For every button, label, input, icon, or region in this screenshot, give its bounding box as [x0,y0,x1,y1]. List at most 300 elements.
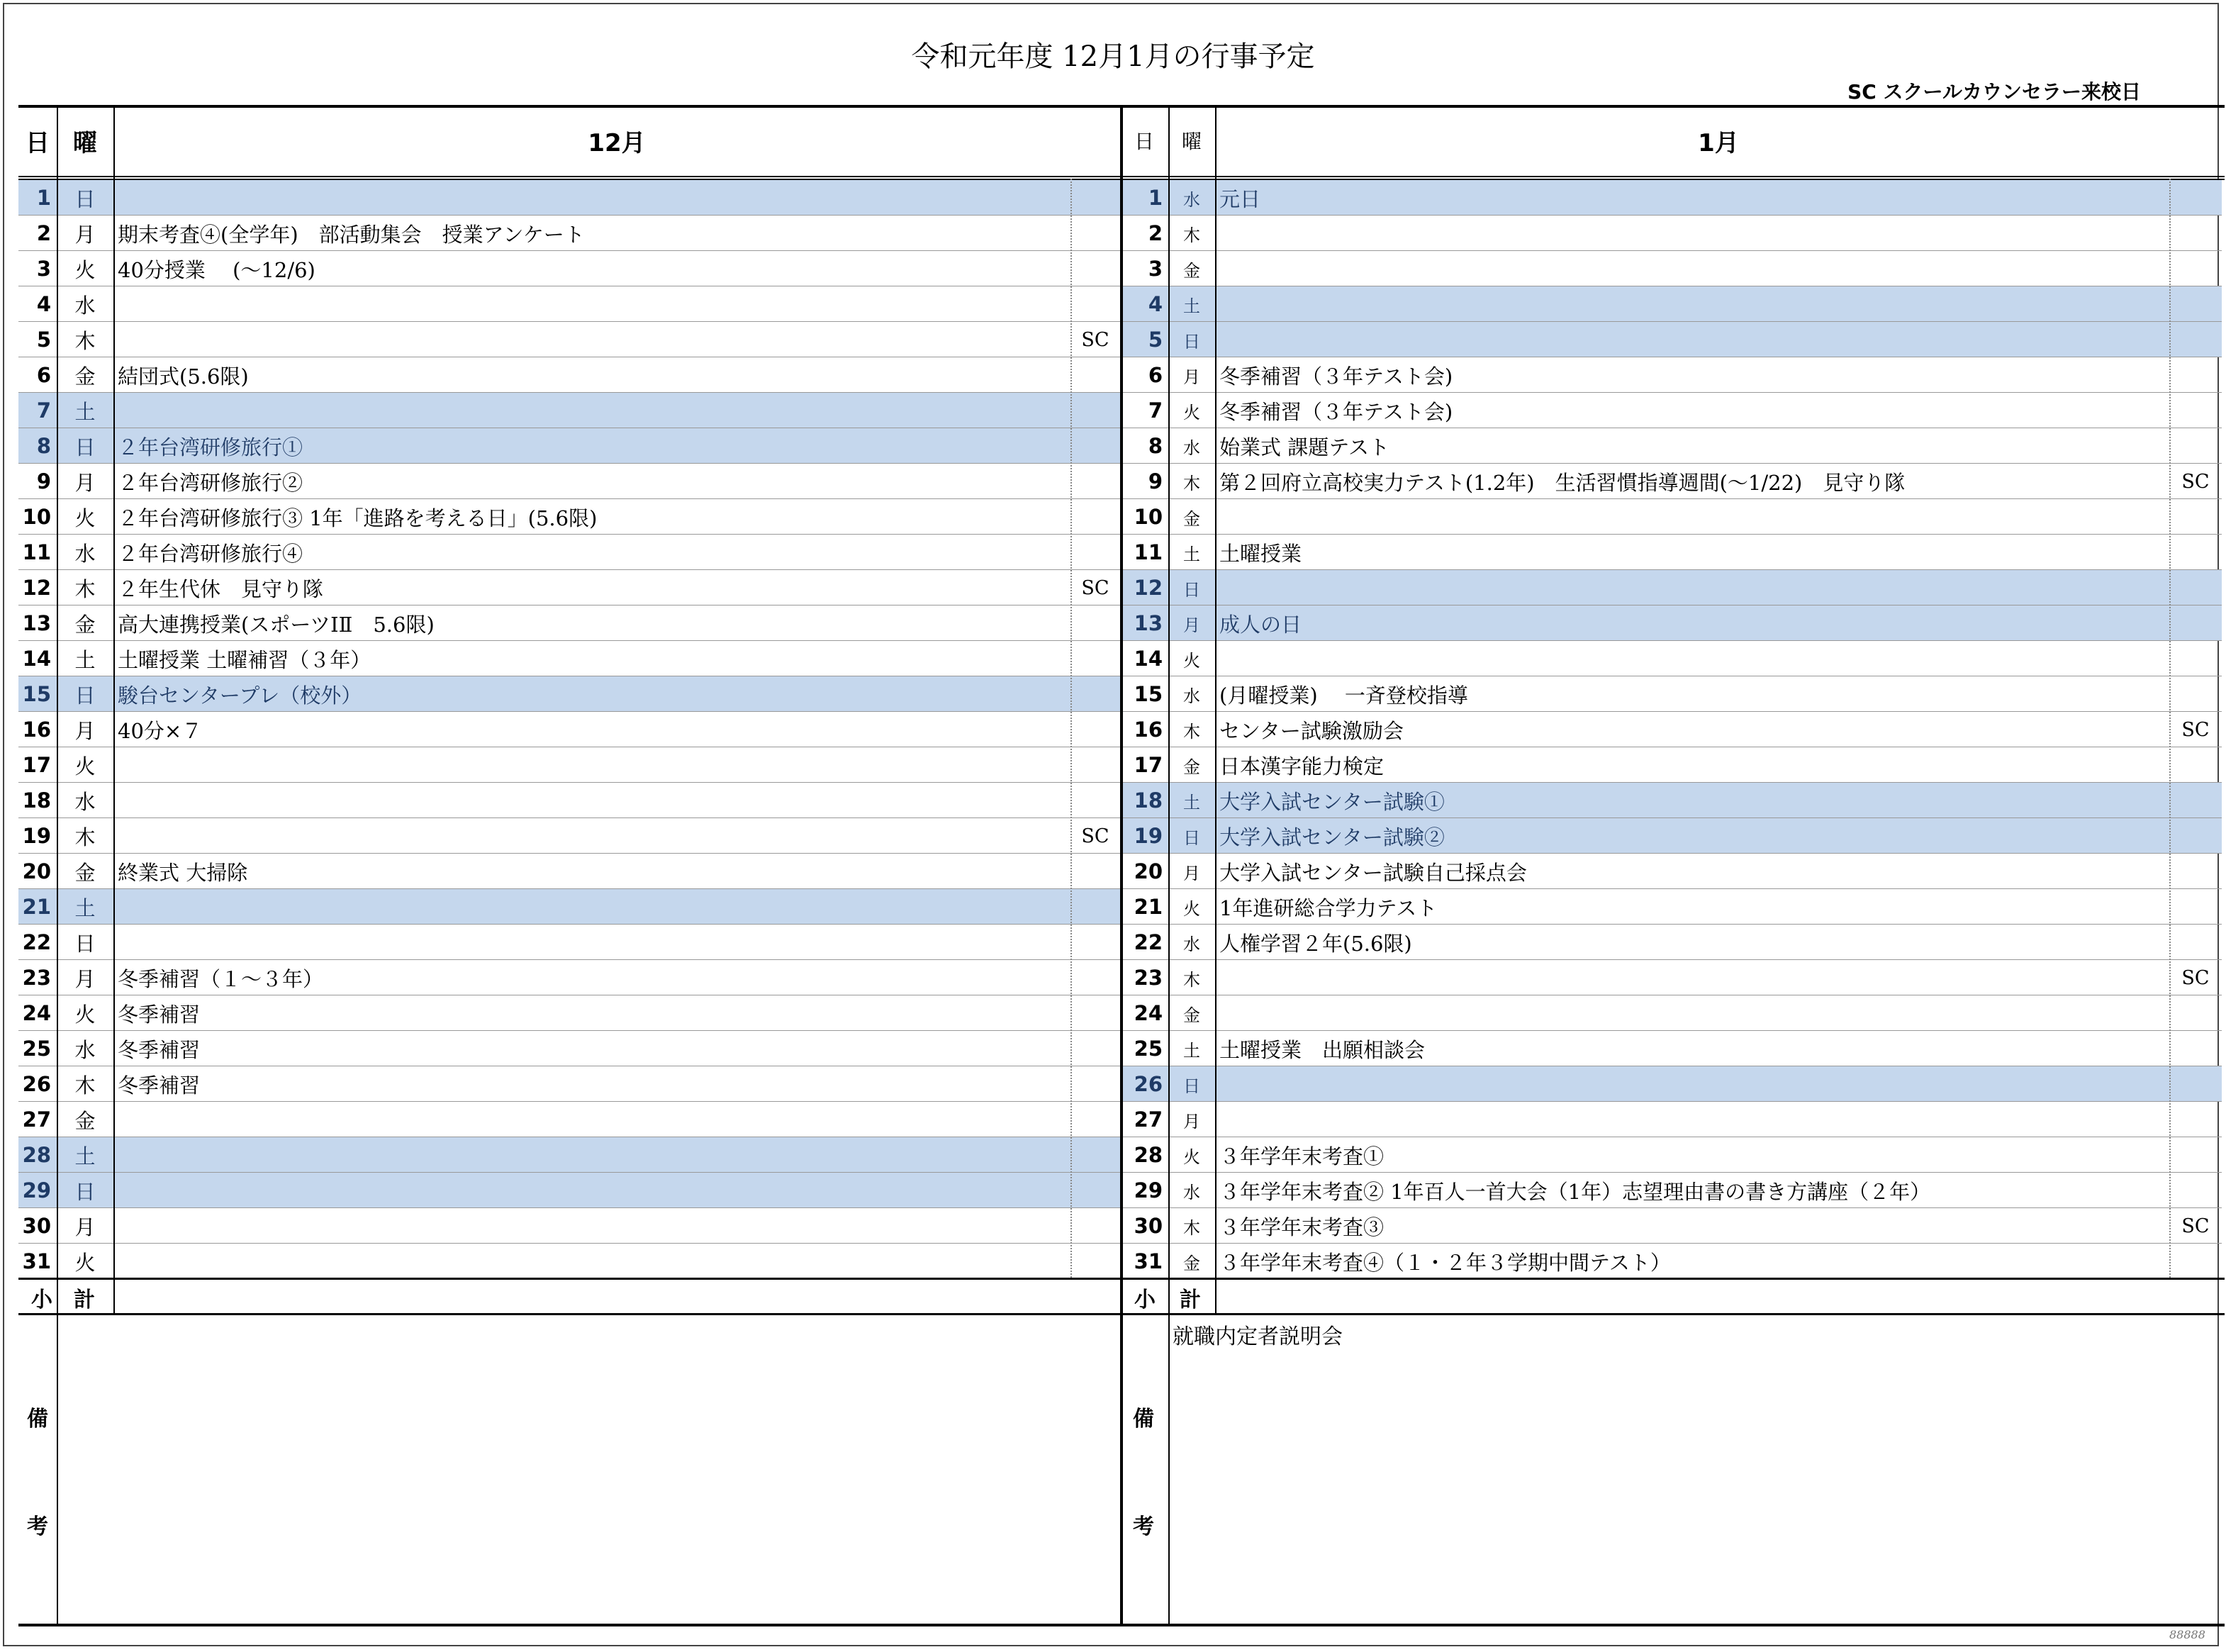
day-number: 15 [22,682,51,706]
day-number: 18 [1134,788,1163,813]
day-number: 5 [36,328,51,352]
sc-mark [1070,1208,1120,1244]
event-text: 冬季補習 [118,1002,201,1027]
sc-mark [2169,783,2222,818]
sc-mark: SC [1081,328,1109,351]
weekday: 水 [1183,437,1200,458]
event-text: 40分授業 (～12/6) [118,257,315,282]
event-text [113,889,1075,925]
right-row [1120,747,2222,783]
weekday: 水 [1183,189,1200,210]
weekday: 金 [1183,1253,1200,1273]
left-row [18,251,1120,286]
left-row [18,499,1120,535]
left-row [18,1066,1120,1102]
day-number: 10 [22,505,51,529]
event-text: ３年学年末考査① [1219,1144,1385,1168]
weekday: 火 [74,506,96,530]
right-row [1120,1244,2222,1279]
right-row [1120,216,2222,251]
day-number: 7 [1148,398,1163,423]
left-row [18,995,1120,1031]
event-text: ２年台湾研修旅行③ 1年「進路を考える日」(5.6限) [118,506,598,530]
weekday: 金 [74,364,96,389]
weekday: 月 [74,222,96,247]
day-number: 20 [22,859,51,883]
sc-mark [1070,1066,1120,1102]
weekday: 金 [74,612,96,637]
left-row [18,570,1120,605]
weekday: 土 [74,895,96,920]
sc-mark [1070,216,1120,251]
day-number: 12 [22,576,51,600]
day-number: 8 [1148,434,1163,458]
sc-mark: SC [1081,576,1109,599]
sc-mark [1070,605,1120,641]
event-text [113,1244,1075,1279]
event-text: 人権学習２年(5.6限) [1219,931,1412,956]
grid-v-right-sc [2169,179,2171,1278]
sc-mark [1070,889,1120,925]
day-number: 21 [22,895,51,919]
left-remarks-label-b: 考 [27,1514,48,1539]
event-text [1215,960,2174,995]
sc-mark: SC [2181,470,2210,493]
event-text: 成人の日 [1219,612,1302,637]
day-number: 6 [36,363,51,387]
weekday: 日 [74,435,96,459]
left-row [18,322,1120,357]
weekday: 金 [1183,757,1200,777]
right-header-month: 1月 [1698,128,1739,157]
weekday: 土 [1183,792,1200,813]
day-number: 27 [1134,1107,1163,1132]
event-text [1215,322,2174,357]
event-text [1215,251,2174,286]
event-text [113,818,1075,854]
right-row [1120,889,2222,925]
sc-mark [2169,1173,2222,1208]
right-subtotal-label-b: 計 [1180,1288,1201,1312]
sc-mark [2169,393,2222,428]
event-text [113,1173,1075,1208]
weekday: 水 [74,1037,96,1062]
weekday: 日 [74,683,96,708]
event-text [113,1208,1075,1244]
right-row [1120,535,2222,570]
day-number: 1 [36,186,51,210]
sc-mark [2169,676,2222,712]
left-row [18,1173,1120,1208]
sc-mark [2169,1244,2222,1279]
day-number: 8 [36,434,51,458]
weekday: 木 [1183,969,1200,990]
right-row [1120,818,2222,854]
sc-mark [2169,1102,2222,1137]
day-number: 15 [1134,682,1163,706]
weekday: 月 [1183,863,1200,883]
left-row [18,428,1120,464]
day-number: 6 [1148,363,1163,387]
weekday: 月 [1183,367,1200,387]
sc-legend: SC スクールカウンセラー来校日 [1847,80,2141,104]
event-text: 冬季補習（１～３年） [118,966,324,991]
event-text: 駿台センタープレ（校外） [118,683,362,708]
event-text: 日本漢字能力検定 [1219,754,1385,778]
sc-mark [1070,641,1120,676]
weekday: 金 [74,860,96,885]
day-number: 29 [22,1178,51,1202]
sc-mark [1070,357,1120,393]
event-text: 土曜授業 出願相談会 [1219,1037,1426,1062]
weekday: 土 [1183,544,1200,564]
event-text: ３年学年末考査② 1年百人一首大会（1年）志望理由書の書き方講座（２年） [1219,1179,1931,1204]
event-text: 冬季補習 [118,1037,201,1062]
event-text [113,925,1075,960]
sc-mark [2169,357,2222,393]
event-text: 冬季補習 [118,1073,201,1098]
weekday: 土 [74,1144,96,1168]
weekday: 火 [1183,1146,1200,1167]
right-row [1120,251,2222,286]
left-row [18,676,1120,712]
grid-v-right-weekday [1215,105,1217,1313]
event-text: 大学入試センター試験① [1219,789,1445,814]
day-number: 28 [1134,1143,1163,1167]
weekday: 木 [74,1073,96,1098]
left-row [18,641,1120,676]
sc-mark [1070,286,1120,322]
event-text: センター試験激励会 [1219,718,1404,743]
weekday: 日 [1183,1076,1200,1096]
event-text: ２年台湾研修旅行① [118,435,303,459]
weekday: 月 [74,966,96,991]
event-text: ２年台湾研修旅行④ [118,541,303,566]
day-number: 9 [1148,469,1163,493]
left-row [18,783,1120,818]
event-text: 大学入試センター試験② [1219,825,1445,849]
sc-mark [2169,216,2222,251]
weekday: 月 [74,718,96,743]
weekday: 土 [74,399,96,424]
day-number: 13 [1134,611,1163,635]
sc-mark: SC [2181,1215,2210,1237]
right-row [1120,499,2222,535]
right-header-day: 日 [1134,130,1154,153]
day-number: 2 [36,221,51,245]
left-row [18,960,1120,995]
sc-mark [1070,676,1120,712]
day-number: 3 [36,257,51,281]
left-row [18,1031,1120,1066]
day-number: 19 [1134,824,1163,848]
event-text: 期末考査④(全学年) 部活動集会 授業アンケート [118,222,585,247]
weekday: 水 [74,789,96,814]
event-text [1215,499,2174,535]
event-text: 40分×７ [118,718,203,743]
event-text [113,1137,1075,1173]
sc-mark [2169,1137,2222,1173]
weekday: 日 [1183,827,1200,848]
weekday: 金 [1183,1005,1200,1025]
day-number: 23 [1134,966,1163,990]
event-text [1215,216,2174,251]
left-subtotal-label-a: 小 [31,1288,52,1312]
sc-mark [1070,1173,1120,1208]
weekday: 金 [1183,260,1200,281]
left-row [18,464,1120,499]
right-row [1120,1031,2222,1066]
event-text [113,1102,1075,1137]
right-row [1120,641,2222,676]
left-row [18,216,1120,251]
day-number: 23 [22,966,51,990]
left-row [18,854,1120,889]
day-number: 16 [22,718,51,742]
day-number: 17 [1134,753,1163,777]
left-row [18,357,1120,393]
sc-mark [2169,925,2222,960]
grid-v-right-day [1168,105,1170,1624]
event-text [113,322,1075,357]
day-number: 17 [22,753,51,777]
left-subtotal-label-b: 計 [74,1288,95,1312]
event-text: 結団式(5.6限) [118,364,249,389]
day-number: 7 [36,398,51,423]
left-header-weekday: 曜 [73,128,97,157]
day-number: 11 [22,540,51,564]
sc-mark [2169,1031,2222,1066]
event-text: 第２回府立高校実力テスト(1.2年) 生活習慣指導週間(～1/22) 見守り隊 [1219,470,1906,495]
day-number: 2 [1148,221,1163,245]
weekday: 月 [74,1215,96,1239]
weekday: 火 [74,1002,96,1027]
day-number: 18 [22,788,51,813]
left-row [18,1208,1120,1244]
day-number: 19 [22,824,51,848]
event-text: 大学入試センター試験自己採点会 [1219,860,1527,885]
day-number: 10 [1134,505,1163,529]
weekday: 水 [74,293,96,318]
weekday: 月 [1183,615,1200,635]
event-text [1215,1066,2174,1102]
sc-mark [2169,1066,2222,1102]
sc-mark [1070,464,1120,499]
sc-mark [1070,854,1120,889]
day-number: 28 [22,1143,51,1167]
sc-mark [2169,995,2222,1031]
right-row [1120,393,2222,428]
left-row [18,747,1120,783]
event-text: 1年進研総合学力テスト [1219,895,1438,920]
event-text: 高大連携授業(スポーツⅠⅡ 5.6限) [118,612,435,637]
weekday: 日 [1183,579,1200,600]
event-text [1215,995,2174,1031]
right-row [1120,712,2222,747]
left-row [18,535,1120,570]
event-text: ３年学年末考査③ [1219,1215,1385,1239]
sc-mark [1070,783,1120,818]
right-row [1120,605,2222,641]
day-number: 31 [22,1249,51,1273]
sc-mark [1070,1244,1120,1279]
sc-mark [2169,535,2222,570]
right-row [1120,357,2222,393]
sc-mark [2169,605,2222,641]
weekday: 火 [1183,402,1200,423]
day-number: 20 [1134,859,1163,883]
day-number: 25 [22,1037,51,1061]
left-header-month: 12月 [588,128,646,157]
day-number: 3 [1148,257,1163,281]
sc-mark [2169,570,2222,605]
footer-code: 88888 [2169,1628,2205,1641]
sc-mark: SC [1081,825,1109,847]
day-number: 26 [22,1072,51,1096]
weekday: 水 [1183,686,1200,706]
event-text [113,180,1075,216]
weekday: 火 [1183,898,1200,919]
sc-mark [2169,818,2222,854]
weekday: 月 [1183,1111,1200,1132]
weekday: 火 [1183,650,1200,671]
day-number: 24 [1134,1001,1163,1025]
sc-mark: SC [2181,718,2210,741]
sc-mark [1070,960,1120,995]
sc-mark [2169,251,2222,286]
sc-mark [1070,1137,1120,1173]
sc-mark [1070,251,1120,286]
day-number: 4 [36,292,51,316]
weekday: 日 [74,931,96,956]
event-text: 元日 [1219,186,1261,211]
page-title: 令和元年度 12月1月の行事予定 [911,40,1315,73]
day-number: 5 [1148,328,1163,352]
sc-mark [1070,1102,1120,1137]
left-row [18,1137,1120,1173]
weekday: 木 [1183,1217,1200,1238]
right-row [1120,995,2222,1031]
left-row [18,925,1120,960]
weekday: 火 [74,257,96,282]
sc-mark [2169,889,2222,925]
event-text [1215,286,2174,322]
weekday: 水 [74,541,96,566]
sc-mark [2169,641,2222,676]
sc-mark [2169,428,2222,464]
weekday: 金 [1183,508,1200,529]
event-text [1215,1102,2174,1137]
day-number: 4 [1148,292,1163,316]
day-number: 11 [1134,540,1163,564]
sc-mark [1070,712,1120,747]
sc-mark [1070,180,1120,216]
event-text: 土曜授業 [1219,541,1302,566]
event-text [113,393,1075,428]
right-subtotal-label-a: 小 [1134,1288,1156,1312]
left-row [18,605,1120,641]
left-header-day: 日 [26,128,50,157]
sc-mark [1070,747,1120,783]
sc-mark [2169,499,2222,535]
weekday: 木 [1183,721,1200,742]
right-remarks-text: 就職内定者説明会 [1173,1324,1343,1349]
event-text [113,747,1075,783]
right-row [1120,1173,2222,1208]
sc-mark: SC [2181,966,2210,989]
event-text [113,783,1075,818]
grid-v-left-weekday [113,105,115,1313]
sc-mark [1070,428,1120,464]
day-number: 12 [1134,576,1163,600]
event-text: ２年生代休 見守り隊 [118,576,324,601]
right-row [1120,428,2222,464]
sc-mark [2169,747,2222,783]
weekday: 土 [1183,296,1200,316]
event-text: 土曜授業 土曜補習（３年） [118,647,371,672]
event-text: 始業式 課題テスト [1219,435,1390,459]
day-number: 13 [22,611,51,635]
day-number: 1 [1148,186,1163,210]
weekday: 日 [1183,331,1200,352]
left-row [18,818,1120,854]
event-text: 冬季補習（３年テスト会) [1219,399,1453,424]
left-remarks-label-a: 備 [27,1407,48,1431]
event-text [1215,641,2174,676]
right-remarks-label-b: 考 [1133,1514,1154,1539]
right-row [1120,570,2222,605]
day-number: 16 [1134,718,1163,742]
right-row [1120,1102,2222,1137]
day-number: 9 [36,469,51,493]
weekday: 月 [74,470,96,495]
event-text: (月曜授業) 一斉登校指導 [1219,683,1468,708]
event-text [1215,570,2174,605]
day-number: 22 [1134,930,1163,954]
weekday: 木 [74,328,96,353]
weekday: 木 [1183,225,1200,245]
left-row [18,393,1120,428]
right-row [1120,464,2222,499]
sc-mark [2169,322,2222,357]
right-row [1120,960,2222,995]
day-number: 14 [1134,647,1163,671]
day-number: 26 [1134,1072,1163,1096]
sc-mark [1070,535,1120,570]
left-row [18,1244,1120,1279]
weekday: 土 [1183,1040,1200,1061]
event-text: ２年台湾研修旅行② [118,470,303,495]
right-row [1120,1208,2222,1244]
right-row [1120,1137,2222,1173]
weekday: 水 [1183,934,1200,954]
day-number: 30 [22,1214,51,1238]
left-row [18,1102,1120,1137]
weekday: 木 [74,576,96,601]
weekday: 水 [1183,1182,1200,1202]
weekday: 日 [74,1179,96,1204]
right-header-weekday: 曜 [1181,130,1202,153]
grid-bottom-line [18,1624,2225,1626]
sc-mark [1070,925,1120,960]
day-number: 24 [22,1001,51,1025]
right-row [1120,854,2222,889]
left-row [18,889,1120,925]
right-row [1120,286,2222,322]
day-number: 27 [22,1107,51,1132]
right-row [1120,925,2222,960]
weekday: 火 [74,1250,96,1275]
